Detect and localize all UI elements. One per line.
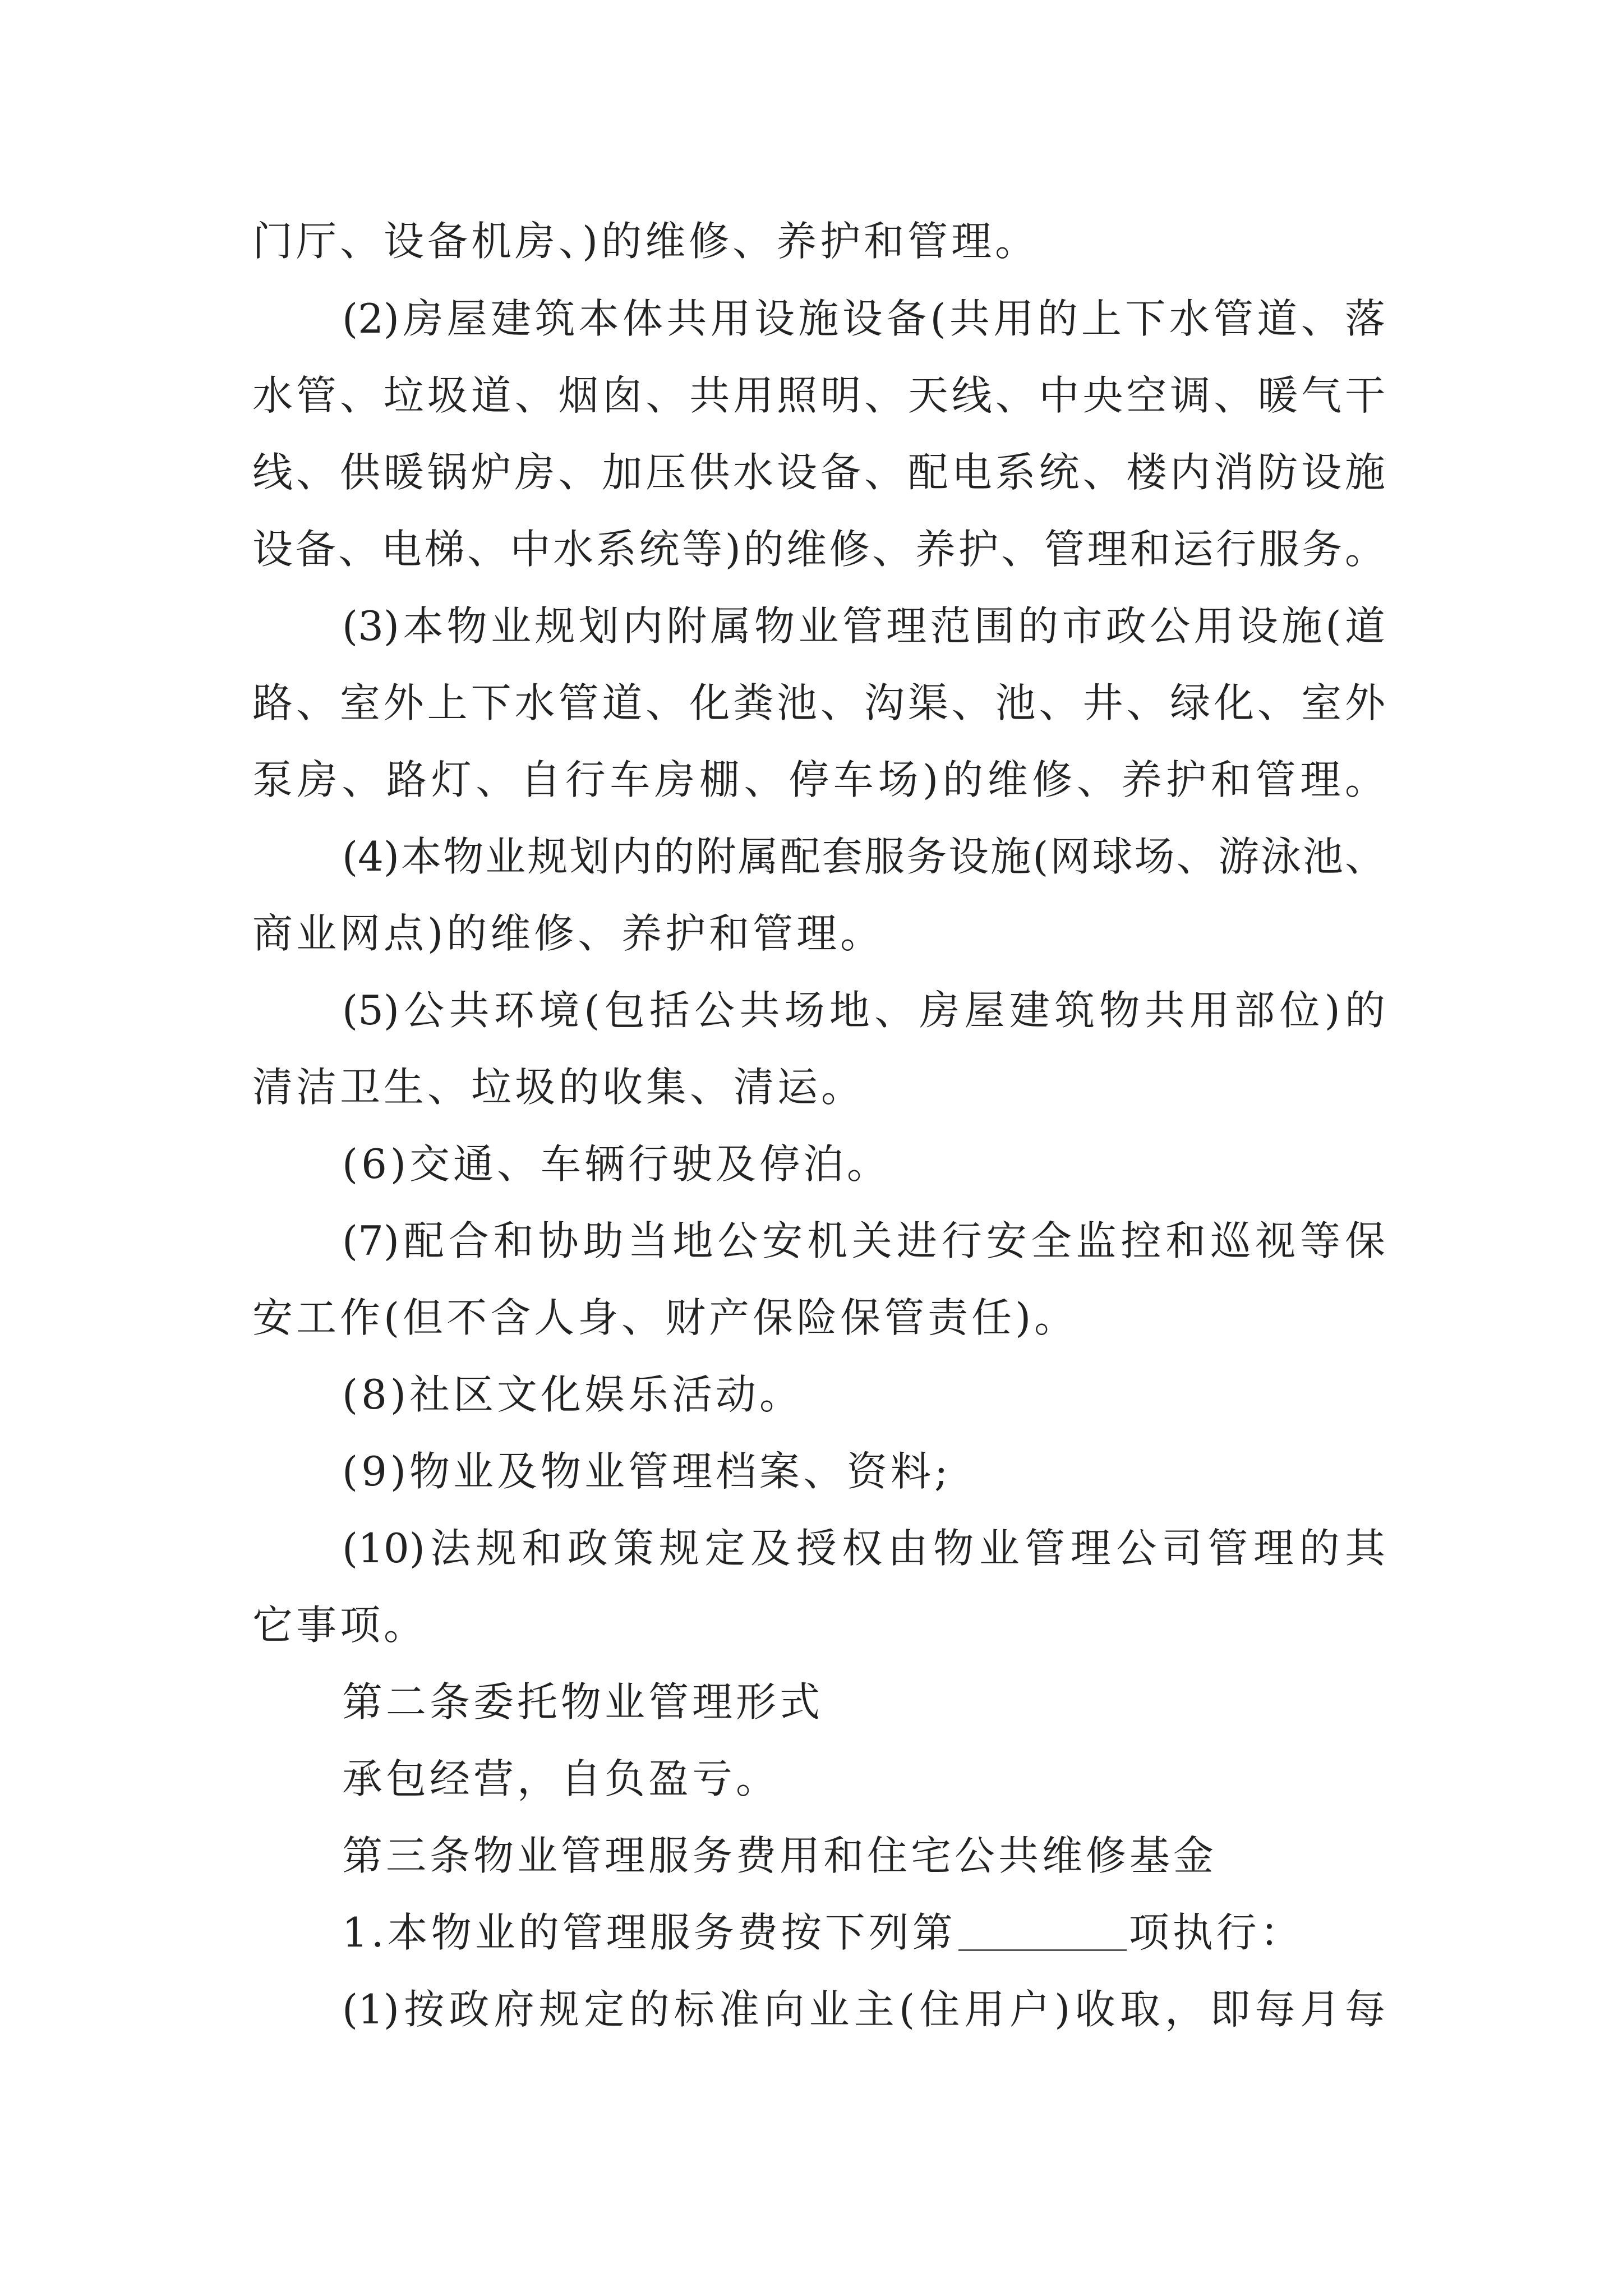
text-line: (6)交通、车辆行驶及停泊。: [342, 1140, 891, 1188]
text-line: 线、供暖锅炉房、加压供水设备、配电系统、楼内消防设施: [252, 449, 1385, 496]
section-heading: 第三条物业管理服务费用和住宅公共维修基金: [342, 1832, 1218, 1879]
text-fragment: 1.本物业的管理服务费按下列第: [342, 1909, 956, 1956]
text-line: 泵房、路灯、自行车房棚、停车场)的维修、养护和管理。: [252, 756, 1385, 803]
text-line: (3)本物业规划内附属物业管理范围的市政公用设施(道: [342, 602, 1385, 650]
text-line: 设备、电梯、中水系统等)的维修、养护、管理和运行服务。: [252, 526, 1385, 573]
text-line: (4)本物业规划内的附属配套服务设施(网球场、游泳池、: [342, 833, 1385, 880]
text-line: (7)配合和协助当地公安机关进行安全监控和巡视等保: [342, 1217, 1385, 1264]
text-line: 水管、垃圾道、烟囱、共用照明、天线、中央空调、暖气干: [252, 372, 1385, 419]
section-heading: 第二条委托物业管理形式: [342, 1678, 824, 1726]
text-line: (8)社区文化娱乐活动。: [342, 1371, 803, 1418]
text-line: 路、室外上下水管道、化粪池、沟渠、池、井、绿化、室外: [252, 679, 1385, 726]
text-line: (2)房屋建筑本体共用设施设备(共用的上下水管道、落: [342, 295, 1385, 342]
text-line: 承包经营，自负盈亏。: [342, 1755, 780, 1802]
text-line: 门厅、设备机房、)的维修、养护和管理。: [252, 218, 1039, 265]
text-line: (1)按政府规定的标准向业主(住用户)收取，即每月每: [342, 1986, 1385, 2033]
text-line: 商业网点)的维修、养护和管理。: [252, 910, 884, 957]
text-fragment: 项执行：: [1128, 1909, 1304, 1956]
text-line: (10)法规和政策规定及授权由物业管理公司管理的其: [342, 1525, 1385, 1572]
text-line: (5)公共环境(包括公共场地、房屋建筑物共用部位)的: [342, 987, 1385, 1034]
text-line: 它事项。: [252, 1602, 428, 1649]
text-line: 清洁卫生、垃圾的收集、清运。: [252, 1064, 865, 1111]
text-line: [342, 1899, 1385, 1966]
text-line: 安工作(但不含人身、财产保险保管责任)。: [252, 1294, 1078, 1341]
fill-in-blank[interactable]: [958, 1910, 1127, 1951]
text-line: (9)物业及物业管理档案、资料;: [342, 1448, 952, 1495]
